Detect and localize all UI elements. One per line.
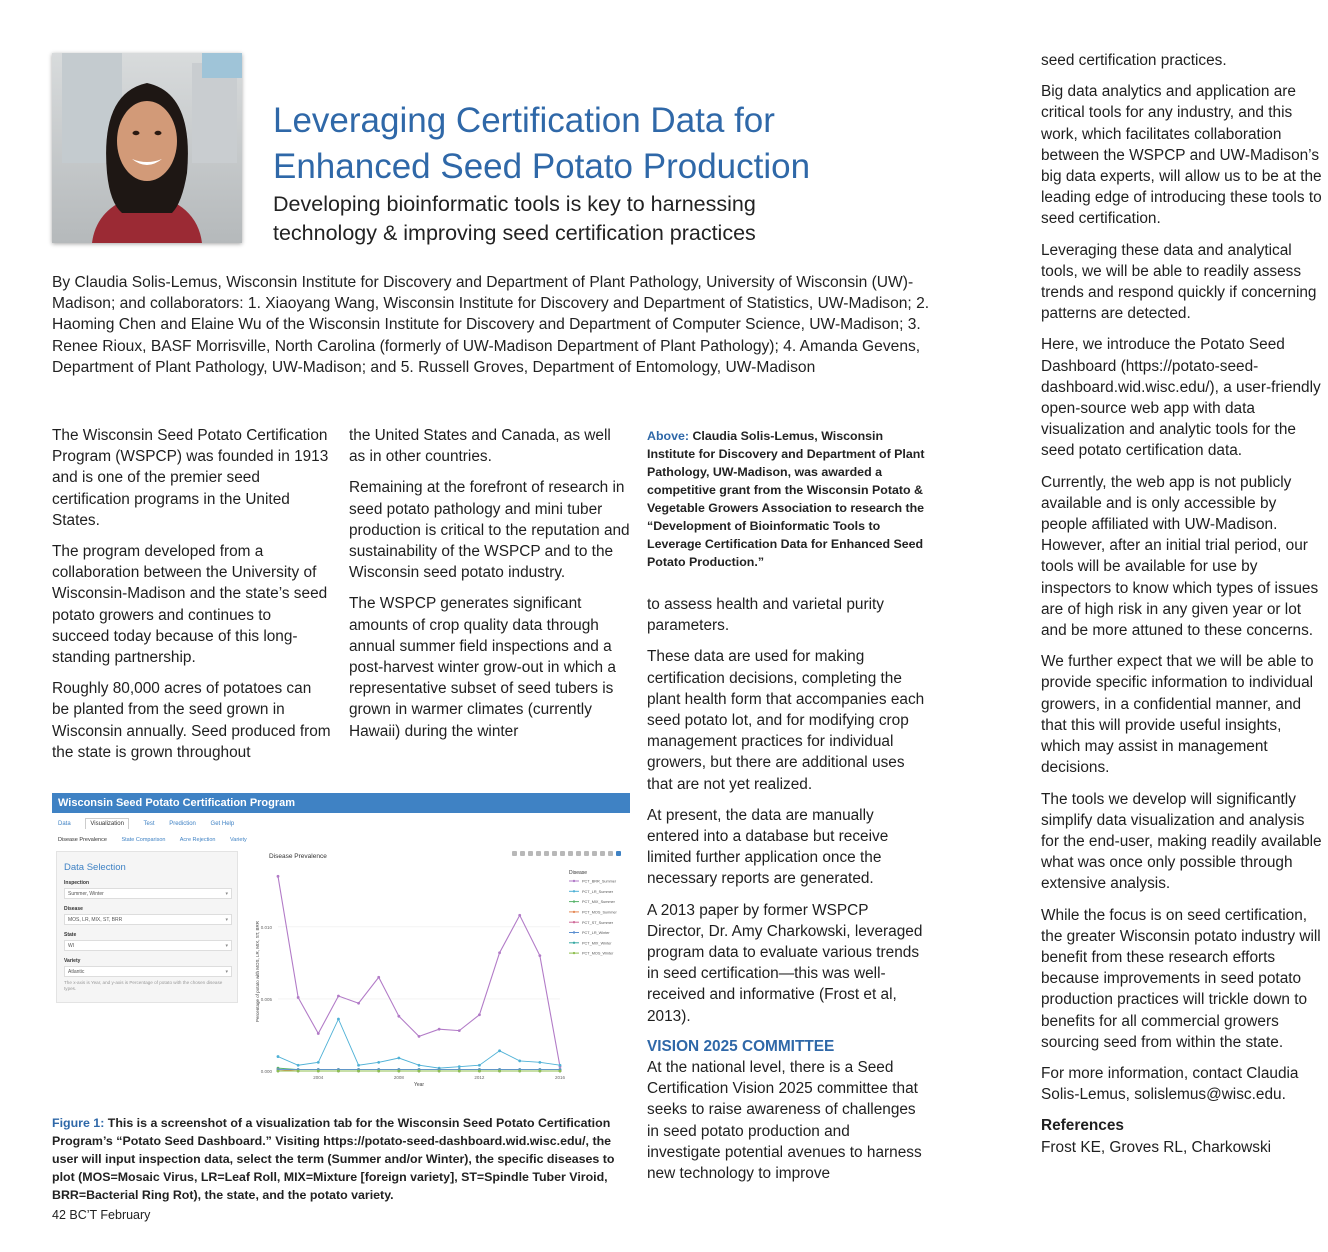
data-point — [538, 1061, 541, 1064]
x-tick-label: 2004 — [313, 1075, 324, 1080]
data-point — [458, 1070, 461, 1073]
paragraph: to assess health and varietal purity parameters. — [647, 596, 884, 635]
data-point — [337, 1018, 340, 1021]
paragraph: For more information, contact Claudia Solis-Lemus, solislemus@wisc.edu. — [1041, 1064, 1299, 1104]
data-point — [337, 995, 340, 998]
paragraph: While the focus is on seed certification, the greater Wisconsin potato industry will benefit from these research efforts because improvements in seed potato production practices will trickle down to benefits for all commercial growers sourcing seed from within the state. — [1041, 906, 1321, 1051]
body-column-4 — [1041, 50, 1323, 1158]
data-point — [277, 875, 280, 878]
data-point — [498, 1049, 501, 1052]
figure-caption-lead: Figure 1: — [52, 1116, 105, 1130]
paragraph: The WSPCP generates significant amounts of crop quality data through annual summer field inspections and a post-harvest winter grow-out in which a representative subset of seed tubers is grown in warmer climates (currently Hawaii) during the winter — [349, 595, 616, 740]
data-point — [498, 1070, 501, 1073]
toolbar-icon — [520, 851, 525, 856]
caption-text: Claudia Solis-Lemus, Wisconsin Institute for Discovery and Department of Plant Pathology, UW-Madison, was awarded a competitive grant from the Wisconsin Potato & Vegetable Growers Association to research the “Development of Bioinformatic Tools to Leverage Certification Data for Enhanced Seed Potato Production.” — [647, 429, 925, 569]
paragraph: A 2013 paper by former WSPCP Director, Dr. Amy Charkowski, leveraged program data to evaluate various trends in seed certification—this was well-received and informative (Frost et al, 2013). — [647, 901, 923, 1025]
data-point — [518, 1060, 521, 1063]
data-point — [377, 976, 380, 979]
data-point — [357, 1064, 360, 1067]
byline: By Claudia Solis-Lemus, Wisconsin Institute for Discovery and Department of Plant Pathology, University of Wisconsin (UW)-Madison; and collaborators: 1. Xiaoyang Wang, Wisconsin Institute for Discovery and Department of Statistics, UW-Madison; 2. Haoming Chen and Elaine Wu of the Wisconsin Institute for Discovery and Department of Computer Science, UW-Madison; 3. Renee Rioux, BASF Morrisville, North Carolina (formerly of UW-Madison Department of Plant Pathology); 4. Amanda Gevens, Department of Plant Pathology, UW-Madison; and 5. Russell Groves, Department of Entomology, UW-Madison — [52, 274, 930, 376]
data-point — [297, 1064, 300, 1067]
y-axis-label: Percentage of potato with MOS, LR, MIX, ST, BRR — [255, 920, 260, 1023]
tab-data[interactable]: Data — [58, 821, 71, 827]
data-point — [377, 1070, 380, 1073]
legend-label: PCT_LR_Summer — [582, 889, 614, 894]
paragraph: The program developed from a collaboration between the University of Wisconsin-Madison and the state’s seed potato growers and continues to succeed today because of this long-standing partnership. — [52, 543, 328, 667]
state-label: State — [64, 932, 77, 938]
data-point — [438, 1070, 441, 1073]
chart-title: Disease Prevalence — [269, 853, 327, 860]
paragraph: At present, the data are manually entered into a database but receive limited further application once the necessary reports are generated. — [647, 806, 889, 888]
data-point — [337, 1070, 340, 1073]
figure-caption — [52, 1114, 632, 1204]
variety-label: Variety — [64, 958, 81, 964]
variety-select[interactable]: Atlantic ▾ — [64, 966, 232, 977]
subtab-variety[interactable]: Variety — [230, 837, 247, 843]
toolbar-icon — [560, 851, 565, 856]
dashboard-subtabs — [58, 837, 260, 843]
series-line — [278, 1019, 560, 1068]
data-point — [397, 1015, 400, 1018]
data-point — [317, 1032, 320, 1035]
legend-swatch-point — [573, 942, 575, 944]
paragraph: We further expect that we will be able to provide specific information to individual growers, in a confidential manner, and that this will provide useful insights, which may assist in management decisions. — [1041, 653, 1314, 777]
legend-label: PCT_BRR_Summer — [582, 879, 617, 884]
y-tick-label: 0.010 — [260, 924, 272, 930]
inspection-label: Inspection — [64, 880, 90, 886]
data-point — [559, 1064, 562, 1067]
disease-select[interactable]: MOS, LR, MIX, ST, BRR ▾ — [64, 914, 232, 925]
data-point — [277, 1055, 280, 1058]
body-column-2 — [349, 425, 631, 742]
title-line-2: Enhanced Seed Potato Production — [273, 147, 811, 186]
data-point — [518, 914, 521, 917]
dashboard-screenshot — [52, 793, 630, 1088]
x-tick-label: 2012 — [474, 1075, 485, 1080]
paragraph: At the national level, there is a Seed Certification Vision 2025 committee that seeks to raise awareness of challenges in seed potato production and investigate potential avenues to harness new technology to improve — [647, 1059, 922, 1183]
article-subtitle — [273, 190, 893, 247]
legend-swatch-point — [573, 880, 575, 882]
body-column-1 — [52, 425, 332, 763]
data-point — [418, 1035, 421, 1038]
dashboard-title-bar: Wisconsin Seed Potato Certification Program — [52, 793, 630, 813]
toolbar-icon — [536, 851, 541, 856]
subtab-state-comparison[interactable]: State Comparison — [121, 837, 166, 843]
paragraph: the United States and Canada, as well as in other countries. — [349, 427, 611, 466]
data-point — [458, 1065, 461, 1068]
toolbar-icon — [576, 851, 581, 856]
series-line — [278, 876, 560, 1066]
data-point — [397, 1070, 400, 1073]
data-point — [478, 1064, 481, 1067]
data-point — [418, 1070, 421, 1073]
data-point — [538, 1070, 541, 1073]
subtab-disease-prevalence[interactable]: Disease Prevalence — [58, 837, 107, 843]
figure-caption-text: This is a screenshot of a visualization tab for the Wisconsin Seed Potato Certification Program’s “Potato Seed Dashboard.” Visiting https://potato-seed-dashboard.wid.wisc.edu/, the user will input inspection data, select the term (Summer and/or Winter), the specific diseases to plot (MOS=Mosaic Virus, LR=Leaf Roll, MIX=Mixture [foreign variety], ST=Spindle Tuber Viroid, BRR=Bacterial Ring Rot), the state, and the potato variety. — [52, 1116, 615, 1202]
paragraph: Big data analytics and application are critical tools for any industry, and this work, which facilitates collaboration between the WSPCP and UW-Madison’s big data experts, will allow us to be at the leading edge of introducing these tools to seed certification. — [1041, 83, 1322, 228]
legend-swatch-point — [573, 890, 575, 892]
references-text: Frost KE, Groves RL, Charkowski — [1041, 1138, 1272, 1156]
legend-label: PCT_MOS_Winter — [582, 951, 614, 956]
legend-swatch-point — [573, 931, 575, 933]
toolbar-icon — [608, 851, 613, 856]
panel-title: Data Selection — [64, 862, 126, 873]
data-point — [458, 1029, 461, 1032]
tab-visualization[interactable]: Visualization — [85, 818, 129, 829]
data-point — [438, 1028, 441, 1031]
data-selection-panel — [56, 851, 238, 1003]
legend-title: Disease — [569, 870, 588, 876]
section-heading — [647, 1036, 927, 1057]
toolbar-icon — [552, 851, 557, 856]
data-point — [418, 1064, 421, 1067]
legend-label: PCT_ST_Summer — [582, 920, 614, 925]
portrait-image — [52, 53, 242, 243]
subtab-acre-rejection[interactable]: Acre Rejection — [179, 837, 216, 843]
paragraph: The Wisconsin Seed Potato Certification Program (WSPCP) was founded in 1913 and is one of the premier seed certification programs in the United States. — [52, 427, 329, 529]
data-point — [357, 1002, 360, 1005]
legend-swatch-point — [573, 900, 575, 902]
data-point — [317, 1061, 320, 1064]
tab-test[interactable]: Test — [143, 821, 155, 827]
references-heading-text: References — [1041, 1117, 1124, 1135]
toolbar-icon — [512, 851, 517, 856]
data-point — [478, 1013, 481, 1016]
data-point — [478, 1070, 481, 1073]
data-point — [498, 951, 501, 954]
paragraph: Here, we introduce the Potato Seed Dashboard (https://potato-seed-dashboard.wid.wisc.edu/), a user-friendly open-source web app with data visualization and analytic tools for the seed potato certification data. — [1041, 336, 1321, 460]
photo-caption — [647, 427, 929, 571]
toolbar-icon — [528, 851, 533, 856]
body-column-3 — [647, 594, 927, 1184]
legend-swatch-point — [573, 952, 575, 954]
page-folio: 42 BC’T February — [52, 1208, 151, 1222]
inspection-select[interactable]: Summer, Winter ▾ — [64, 888, 232, 899]
data-point — [377, 1061, 380, 1064]
references-heading — [1041, 1115, 1323, 1136]
data-point — [297, 1070, 300, 1073]
y-tick-label: 0.005 — [260, 996, 272, 1002]
toolbar-icon — [584, 851, 589, 856]
x-tick-label: 2016 — [554, 1075, 566, 1080]
author-portrait — [52, 53, 242, 243]
paragraph: Leveraging these data and analytical tools, we will be able to readily assess trends and respond quickly if concerning patterns are detected. — [1041, 241, 1317, 323]
paragraph: seed certification practices. — [1041, 52, 1227, 69]
disease-prevalence-chart — [242, 845, 628, 1088]
x-axis-label: Year — [413, 1082, 425, 1088]
paragraph: The tools we develop will significantly simplify data visualization and analysis for the end-user, making readily available what was once only possible through extensive analysis. — [1041, 790, 1322, 893]
toolbar-icon — [600, 851, 605, 856]
data-point — [277, 1070, 280, 1073]
panel-note: The x-axis is Year, and y-axis is Percentage of potato with the chosen disease types. — [64, 980, 223, 991]
legend-label: PCT_MOS_Summer — [582, 910, 617, 915]
legend-swatch-point — [573, 921, 575, 923]
data-point — [317, 1070, 320, 1073]
tab-get-help[interactable]: Get Help — [210, 821, 235, 827]
legend-label: PCT_MIX_Winter — [582, 941, 612, 946]
x-tick-label: 2008 — [393, 1075, 404, 1080]
state-select[interactable]: WI ▾ — [64, 940, 232, 951]
title-line-1: Leveraging Certification Data for — [273, 101, 775, 140]
data-point — [538, 954, 541, 957]
dashboard-tabs — [58, 821, 247, 827]
data-point — [297, 996, 300, 999]
legend-label: PCT_LR_Winter — [582, 931, 610, 936]
data-point — [357, 1070, 360, 1073]
paragraph: Remaining at the forefront of research in seed potato pathology and mini tuber production is critical to the reputation and sustainability of the WSPCP and to the Wisconsin seed potato industry. — [349, 479, 630, 582]
toolbar-icon — [616, 851, 621, 856]
legend-label: PCT_MIX_Summer — [582, 900, 615, 905]
y-tick-label: 0.000 — [260, 1069, 272, 1074]
paragraph: These data are used for making certification decisions, completing the plant health form that accompanies each seed potato lot, and for modifying crop management practices for individual growers, but there are additional uses that are not yet realized. — [647, 648, 925, 793]
data-point — [518, 1070, 521, 1073]
caption-lead: Above: — [647, 429, 689, 443]
paragraph: Roughly 80,000 acres of potatoes can be planted from the seed grown in Wisconsin annually. Seed produced from the state is grown throughout — [52, 680, 331, 761]
toolbar-icon — [592, 851, 597, 856]
paragraph: Currently, the web app is not publicly available and is only accessible by people affiliated with UW-Madison. However, after an initial trial period, our tools will be available for use by inspectors to know which types of issues are of high risk in any given year or lot and be more attuned to these concerns. — [1041, 473, 1319, 640]
disease-label: Disease — [64, 906, 83, 912]
toolbar-icon — [568, 851, 573, 856]
data-point — [397, 1057, 400, 1060]
article-title — [273, 98, 913, 190]
tab-prediction[interactable]: Prediction — [169, 821, 196, 827]
subtitle-line-1: Developing bioinformatic tools is key to harnessing — [273, 192, 756, 216]
data-point — [559, 1070, 562, 1073]
toolbar-icon — [544, 851, 549, 856]
subtitle-line-2: technology & improving seed certification practices — [273, 220, 756, 245]
section-heading-text: VISION 2025 COMMITTEE — [647, 1037, 835, 1055]
legend-swatch-point — [573, 911, 575, 913]
